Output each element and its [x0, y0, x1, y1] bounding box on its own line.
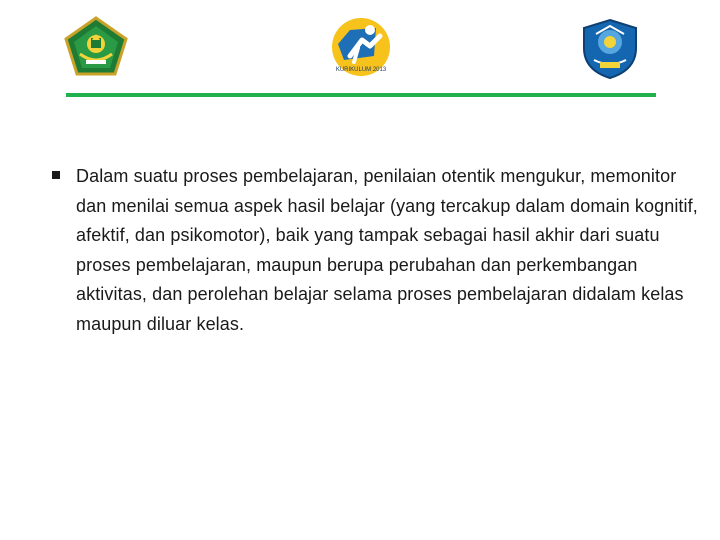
ministry-of-religious-affairs-emblem-icon	[64, 16, 128, 76]
tut-wuri-handayani-emblem-icon	[582, 18, 638, 80]
bullet-item	[48, 162, 708, 340]
bullet-square-icon	[48, 162, 76, 340]
kurikulum-2013-logo-icon	[330, 16, 392, 78]
bullet-text: Dalam suatu proses pembelajaran, penilaian otentik mengukur, memonitor dan menilai semua aspek hasil belajar (yang tercakup dalam domain kognitif, afektif, dan psikomotor), baik yang tampak sebagai hasil akhir dari suatu proses pembelajaran, maupun berupa perubahan dan perkembangan aktivitas, dan perolehan belajar selama proses pembelajaran didalam kelas maupun diluar kelas.	[76, 166, 698, 334]
svg-text:KURIKULUM 2013: KURIKULUM 2013	[335, 67, 387, 73]
header-divider	[66, 93, 656, 97]
